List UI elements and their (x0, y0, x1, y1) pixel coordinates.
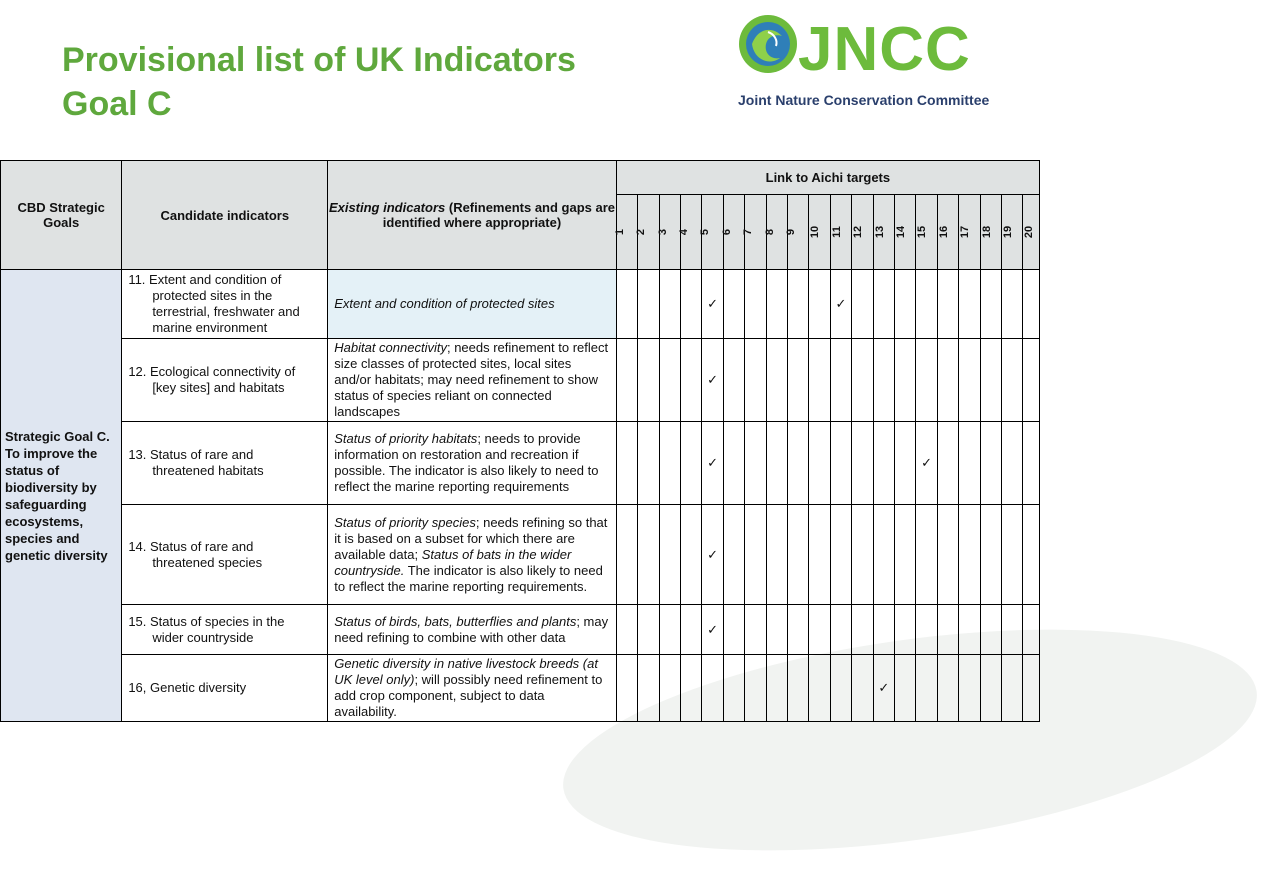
aichi-target-label: 4 (678, 228, 691, 236)
aichi-target-16 (937, 195, 958, 270)
target-cell-1 (616, 605, 637, 655)
existing-italic: Status of birds, bats, butterflies and plants (334, 613, 577, 629)
target-cell-17 (959, 270, 980, 339)
aichi-target-11 (830, 195, 851, 270)
aichi-target-9 (787, 195, 808, 270)
target-cell-4 (680, 505, 701, 605)
aichi-target-label: 7 (742, 228, 755, 236)
aichi-target-label: 2 (635, 228, 648, 236)
target-cell-6 (723, 270, 744, 339)
target-cell-14 (895, 655, 916, 722)
existing-plain: ; may need refining to combine with other data (334, 613, 609, 645)
aichi-target-label: 14 (895, 225, 908, 239)
target-cell-13 (873, 339, 894, 422)
target-cell-6 (723, 339, 744, 422)
candidate-first-line (128, 614, 321, 630)
target-cell-20 (1023, 422, 1040, 505)
target-cell-2 (638, 605, 659, 655)
target-cell-18 (980, 655, 1001, 722)
aichi-target-label: 8 (763, 228, 776, 236)
table-row (1, 505, 1040, 605)
candidate-rest: protected sites in the terrestrial, freshwater and marine environment (152, 288, 300, 335)
target-cell-9 (787, 270, 808, 339)
target-cell-17 (959, 605, 980, 655)
aichi-target-15 (916, 195, 937, 270)
target-cell-12 (852, 655, 873, 722)
aichi-target-10 (809, 195, 830, 270)
existing-indicator-cell (328, 655, 617, 722)
checkmark-icon: ✓ (707, 372, 719, 387)
target-cell-17 (959, 339, 980, 422)
target-cell-5 (702, 605, 723, 655)
target-cell-17 (959, 505, 980, 605)
candidate-number: 12. (128, 364, 147, 379)
target-cell-8 (766, 422, 787, 505)
existing-indicator-cell (328, 339, 617, 422)
target-cell-10 (809, 605, 830, 655)
candidate-first-text: Ecological connectivity of (150, 364, 296, 379)
target-cell-19 (1002, 422, 1023, 505)
target-cell-15 (916, 505, 937, 605)
target-cell-18 (980, 422, 1001, 505)
target-cell-4 (680, 339, 701, 422)
target-cell-16 (937, 422, 958, 505)
target-cell-9 (787, 339, 808, 422)
checkmark-icon: ✓ (707, 621, 719, 637)
strategic-goal-cell: Strategic Goal C. To improve the status of biodiversity by safeguarding ecosystems, species and genetic diversity (1, 270, 122, 722)
aichi-target-label: 19 (1002, 225, 1015, 239)
aichi-target-17 (959, 195, 980, 270)
target-cell-7 (745, 505, 766, 605)
target-cell-13 (873, 505, 894, 605)
target-cell-11 (830, 270, 851, 339)
checkmark-icon: ✓ (707, 546, 719, 562)
aichi-target-label: 3 (656, 228, 669, 236)
logo-subtitle: Joint Nature Conservation Committee (738, 92, 990, 108)
candidate-first-text: Status of rare and (150, 538, 254, 554)
jncc-logo (734, 10, 1034, 114)
candidate-indicator-cell (122, 422, 328, 505)
target-cell-3 (659, 339, 680, 422)
checkmark-icon: ✓ (707, 455, 719, 470)
header-existing-rest: (Refinements and gaps are identified where appropriate) (382, 200, 616, 230)
target-cell-2 (638, 422, 659, 505)
target-cell-18 (980, 605, 1001, 655)
checkmark-icon: ✓ (707, 296, 719, 311)
target-cell-8 (766, 505, 787, 605)
target-cell-5 (702, 655, 723, 722)
target-cell-7 (745, 655, 766, 722)
aichi-target-5 (699, 195, 723, 270)
existing-indicator-cell (328, 505, 617, 605)
target-cell-7 (745, 422, 766, 505)
aichi-target-14 (895, 195, 916, 270)
existing-plain-2: The indicator is also likely to need to reflect the marine reporting requirements. (334, 562, 603, 594)
existing-italic: Extent and condition of protected sites (334, 296, 555, 311)
target-cell-7 (745, 605, 766, 655)
target-cell-3 (659, 505, 680, 605)
target-cell-11 (830, 339, 851, 422)
aichi-target-label: 9 (785, 228, 798, 236)
table-row (1, 270, 1040, 339)
target-cell-2 (638, 505, 659, 605)
aichi-target-label: 10 (809, 225, 822, 239)
candidate-number: 15. (128, 613, 147, 629)
header-existing (328, 161, 617, 270)
existing-indicator-cell (328, 605, 617, 655)
aichi-target-label: 5 (699, 228, 712, 236)
target-cell-5 (702, 422, 723, 505)
table-row (1, 339, 1040, 422)
target-cell-10 (809, 339, 830, 422)
target-cell-10 (809, 505, 830, 605)
existing-plain: ; needs refining so that it is based on a subset for which there are available data; (334, 514, 608, 562)
candidate-first-line (128, 680, 321, 696)
target-cell-14 (895, 605, 916, 655)
target-cell-14 (895, 270, 916, 339)
aichi-target-13 (873, 195, 894, 270)
target-cell-20 (1023, 605, 1040, 655)
target-cell-5 (702, 505, 723, 605)
target-cell-7 (745, 339, 766, 422)
header-goals: CBD Strategic Goals (1, 161, 122, 270)
target-cell-2 (638, 270, 659, 339)
aichi-target-label: 11 (830, 226, 843, 238)
checkmark-icon: ✓ (878, 680, 890, 695)
target-cell-20 (1023, 655, 1040, 722)
target-cell-5 (702, 270, 723, 339)
target-cell-5 (702, 339, 723, 422)
table-row (1, 655, 1040, 722)
aichi-target-7 (742, 195, 766, 270)
target-cell-9 (787, 655, 808, 722)
target-cell-16 (937, 270, 958, 339)
target-cell-12 (852, 505, 873, 605)
target-cell-20 (1023, 505, 1040, 605)
target-cell-20 (1023, 270, 1040, 339)
target-cell-17 (959, 655, 980, 722)
existing-italic: Genetic diversity in native livestock breeds (at UK level only) (334, 656, 598, 687)
aichi-target-label: 20 (1023, 225, 1036, 239)
candidate-first-text: Genetic diversity (150, 680, 247, 695)
existing-plain: ; needs to provide information on restoration and recreation if possible. The indicator is also likely to need to reflect the marine reporting requirements (334, 431, 599, 494)
header-existing-italic: Existing indicators (328, 200, 446, 215)
header-candidates: Candidate indicators (122, 161, 328, 270)
table-row (1, 605, 1040, 655)
candidate-number: 13. (128, 447, 147, 462)
header-aichi: Link to Aichi targets (616, 161, 1039, 195)
target-cell-17 (959, 422, 980, 505)
checkmark-icon: ✓ (835, 296, 847, 311)
target-cell-9 (787, 422, 808, 505)
target-cell-4 (680, 605, 701, 655)
target-cell-6 (723, 655, 744, 722)
target-cell-20 (1023, 339, 1040, 422)
target-cell-14 (895, 339, 916, 422)
candidate-first-text: Status of rare and (150, 447, 254, 462)
candidate-number: 16, (128, 680, 147, 695)
target-cell-11 (830, 422, 851, 505)
target-cell-6 (723, 422, 744, 505)
candidate-first-line (128, 272, 321, 288)
existing-plain: ; will possibly need refinement to add crop component, subject to data availability. (334, 672, 603, 719)
target-cell-11 (830, 505, 851, 605)
title-line-1: Provisional list of UK Indicators (62, 41, 576, 79)
target-cell-13 (873, 270, 894, 339)
aichi-target-label: 12 (852, 225, 865, 239)
aichi-target-18 (980, 195, 1001, 270)
existing-italic: Habitat connectivity (334, 340, 447, 355)
target-cell-4 (680, 655, 701, 722)
aichi-target-20 (1023, 195, 1040, 270)
existing-indicator-cell (328, 270, 617, 339)
candidate-rest: threatened species (152, 554, 263, 570)
aichi-target-label: 1 (613, 228, 626, 236)
existing-italic-2: Status of bats in the wider countryside. (334, 546, 572, 578)
candidate-indicator-cell (122, 505, 328, 605)
candidate-rest: wider countryside (152, 629, 254, 645)
target-cell-1 (616, 505, 637, 605)
page-title (62, 38, 576, 126)
target-cell-8 (766, 270, 787, 339)
target-cell-19 (1002, 605, 1023, 655)
target-cell-8 (766, 655, 787, 722)
existing-italic: Status of priority habitats (334, 431, 478, 446)
target-cell-6 (723, 505, 744, 605)
table-row (1, 422, 1040, 505)
target-cell-9 (787, 605, 808, 655)
aichi-target-label: 17 (959, 225, 972, 239)
target-cell-1 (616, 422, 637, 505)
target-cell-3 (659, 270, 680, 339)
target-cell-2 (638, 655, 659, 722)
target-cell-12 (852, 339, 873, 422)
target-cell-1 (616, 339, 637, 422)
candidate-indicator-cell (122, 339, 328, 422)
target-cell-16 (937, 605, 958, 655)
globe-bird-icon (738, 14, 798, 74)
checkmark-icon: ✓ (921, 455, 933, 470)
candidate-rest: threatened habitats (152, 463, 264, 478)
aichi-target-12 (852, 195, 873, 270)
target-cell-13 (873, 605, 894, 655)
existing-italic: Status of priority species (334, 514, 476, 530)
target-cell-12 (852, 422, 873, 505)
target-cell-10 (809, 270, 830, 339)
target-cell-10 (809, 655, 830, 722)
target-cell-13 (873, 422, 894, 505)
target-cell-7 (745, 270, 766, 339)
candidate-first-line (128, 364, 321, 380)
target-cell-16 (937, 655, 958, 722)
target-cell-18 (980, 270, 1001, 339)
target-cell-11 (830, 655, 851, 722)
target-cell-15 (916, 339, 937, 422)
target-cell-19 (1002, 339, 1023, 422)
target-cell-15 (916, 270, 937, 339)
candidate-indicator-cell (122, 270, 328, 339)
candidate-first-text: Status of species in the (150, 613, 285, 629)
indicator-table (0, 160, 1040, 722)
target-cell-1 (616, 655, 637, 722)
candidate-indicator-cell (122, 605, 328, 655)
existing-indicator-cell (328, 422, 617, 505)
target-cell-19 (1002, 270, 1023, 339)
target-cell-8 (766, 339, 787, 422)
target-cell-3 (659, 422, 680, 505)
aichi-target-2 (635, 195, 659, 270)
target-cell-19 (1002, 505, 1023, 605)
logo-wordmark: JNCC (798, 15, 971, 84)
target-cell-10 (809, 422, 830, 505)
candidate-first-text: Extent and condition of (149, 272, 282, 287)
target-cell-18 (980, 339, 1001, 422)
target-cell-15 (916, 605, 937, 655)
target-cell-16 (937, 505, 958, 605)
candidate-first-line (128, 447, 321, 463)
candidate-first-line (128, 539, 321, 555)
aichi-target-label: 18 (980, 225, 993, 239)
target-cell-1 (616, 270, 637, 339)
target-cell-4 (680, 422, 701, 505)
target-cell-6 (723, 605, 744, 655)
target-cell-11 (830, 605, 851, 655)
aichi-target-label: 15 (916, 225, 929, 239)
target-cell-8 (766, 605, 787, 655)
candidate-number: 14. (128, 538, 147, 554)
target-cell-15 (916, 655, 937, 722)
candidate-indicator-cell (122, 655, 328, 722)
aichi-target-label: 13 (873, 225, 886, 239)
candidate-rest: [key sites] and habitats (152, 380, 285, 395)
target-cell-3 (659, 605, 680, 655)
existing-plain: ; needs refinement to reflect size classes of protected sites, local sites and/or habitats; may need refinement to show status of species reliant on connected landscapes (334, 340, 609, 419)
title-line-2: Goal C (62, 85, 172, 123)
target-cell-13 (873, 655, 894, 722)
candidate-number: 11. (128, 272, 146, 287)
target-cell-15 (916, 422, 937, 505)
target-cell-19 (1002, 655, 1023, 722)
target-cell-12 (852, 605, 873, 655)
target-cell-18 (980, 505, 1001, 605)
target-cell-14 (895, 422, 916, 505)
target-cell-9 (787, 505, 808, 605)
target-cell-3 (659, 655, 680, 722)
target-cell-12 (852, 270, 873, 339)
target-cell-14 (895, 505, 916, 605)
target-cell-2 (638, 339, 659, 422)
aichi-target-19 (1002, 195, 1023, 270)
target-cell-16 (937, 339, 958, 422)
aichi-target-label: 16 (937, 225, 950, 239)
target-cell-4 (680, 270, 701, 339)
aichi-target-label: 6 (720, 228, 733, 236)
